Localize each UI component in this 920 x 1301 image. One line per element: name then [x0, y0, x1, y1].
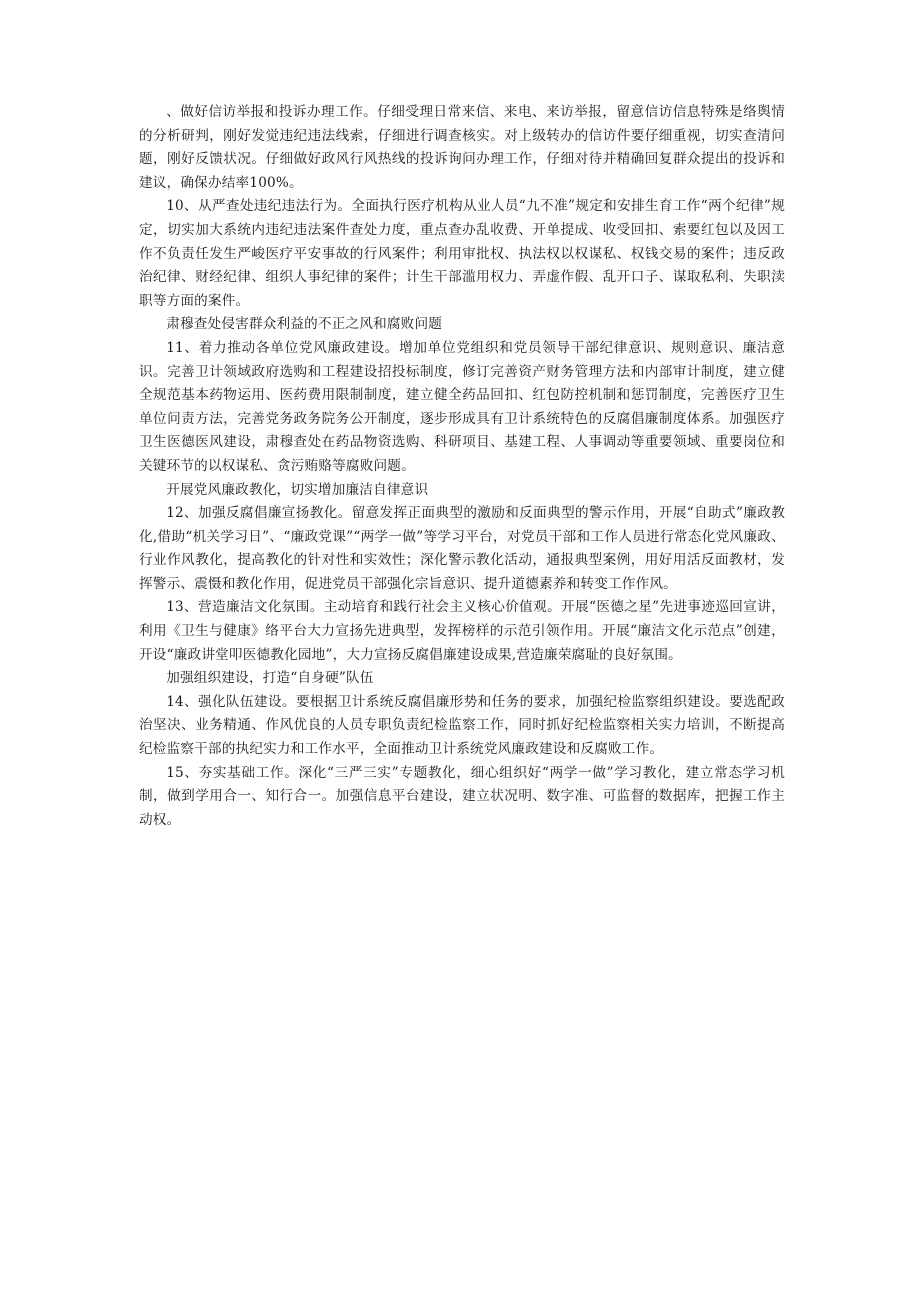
section-heading-education: 开展党风廉政教化，切实增加廉洁自律意识 — [166, 481, 429, 498]
paragraph-petition-reports: 、做好信访举报和投诉办理工作。仔细受理日常来信、来电、来访举报，留意信访信息特殊是络舆情的分析研判，刚好发觉违纪违法线索，仔细进行调查核实。对上级转办的信访件要仔细重视，切实查清问题，刚好反馈状况。仔细做好政风行风热线的投诉询问办理工作，仔细对待并精确回复群众提出的投诉和建议，确保办结率100%。 — [139, 104, 785, 191]
paragraph-item-11: 11、着力推动各单位党风廉政建设。增加单位党组织和党员领导干部纪律意识、规则意识、廉洁意识。完善卫计领域政府选购和工程建设招投标制度，修订完善资产财务管理方法和内部审计制度，建立健全规范基本药物运用、医药费用限制制度，建立健全药品回扣、红包防控机制和惩罚制度，完善医疗卫生单位问责方法，完善党务政务院务公开制度，逐步形成具有卫计系统特色的反腐倡廉制度体系。加强医疗卫生医德医风建设，肃穆查处在药品物资选购、科研项目、基建工程、人事调动等重要领域、重要岗位和关键环节的以权谋私、贪污贿赂等腐败问题。 — [139, 339, 785, 474]
paragraph-item-14: 14、强化队伍建设。要根据卫计系统反腐倡廉形势和任务的要求，加强纪检监察组织建设。要选配政治坚决、业务精通、作风优良的人员专职负责纪检监察工作，同时抓好纪检监察相关实力培训，不断提高纪检监察干部的执纪实力和工作水平，全面推动卫计系统党风廉政建设和反腐败工作。 — [139, 693, 785, 758]
paragraph-item-15: 15、夯实基础工作。深化“三严三实”专题教化，细心组织好“两学一做”学习教化，建立常态学习机制，做到学用合一、知行合一。加强信息平台建设，建立状况明、数字准、可监督的数据库，把握工作主动权。 — [139, 764, 785, 828]
paragraph-item-10: 10、从严查处违纪违法行为。全面执行医疗机构从业人员“九不准”规定和安排生育工作“两个纪律”规定，切实加大系统内违纪违法案件查处力度，重点查办乱收费、开单提成、收受回扣、索要红包以及因工作不负责任发生严峻医疗平安事故的行风案件；利用审批权、执法权以权谋私、权钱交易的案件；违反政治纪律、财经纪律、组织人事纪律的案件；计生干部滥用权力、弄虚作假、乱开口子、谋取私利、失职渎职等方面的案件。 — [139, 198, 785, 309]
document-body — [139, 101, 785, 832]
paragraph-item-12: 12、加强反腐倡廉宣扬教化。留意发挥正面典型的激励和反面典型的警示作用，开展“自助式”廉政教化,借助“机关学习日”、“廉政党课”“两学一做”等学习平台，对党员干部和工作人员进行常态化党风廉政、行业作风教化，提高教化的针对性和实效性；深化警示教化活动，通报典型案例，用好用活反面教材，发挥警示、震慑和教化作用，促进党员干部强化宗旨意识、提升道德素养和转变工作作风。 — [139, 505, 785, 592]
paragraph-item-13: 13、营造廉洁文化氛围。主动培育和践行社会主义核心价值观。开展“医德之星”先进事迹巡回宣讲，利用《卫生与健康》络平台大力宣扬先进典型，发挥榜样的示范引领作用。开展“廉洁文化示范点”创建，开设“廉政讲堂叩医德教化园地”，大力宣扬反腐倡廉建设成果,营造廉荣腐耻的良好氛围。 — [139, 599, 785, 663]
section-heading-investigation: 肃穆查处侵害群众利益的不正之风和腐败问题 — [166, 316, 443, 333]
section-heading-organization: 加强组织建设，打造“自身硬”队伍 — [166, 670, 374, 687]
